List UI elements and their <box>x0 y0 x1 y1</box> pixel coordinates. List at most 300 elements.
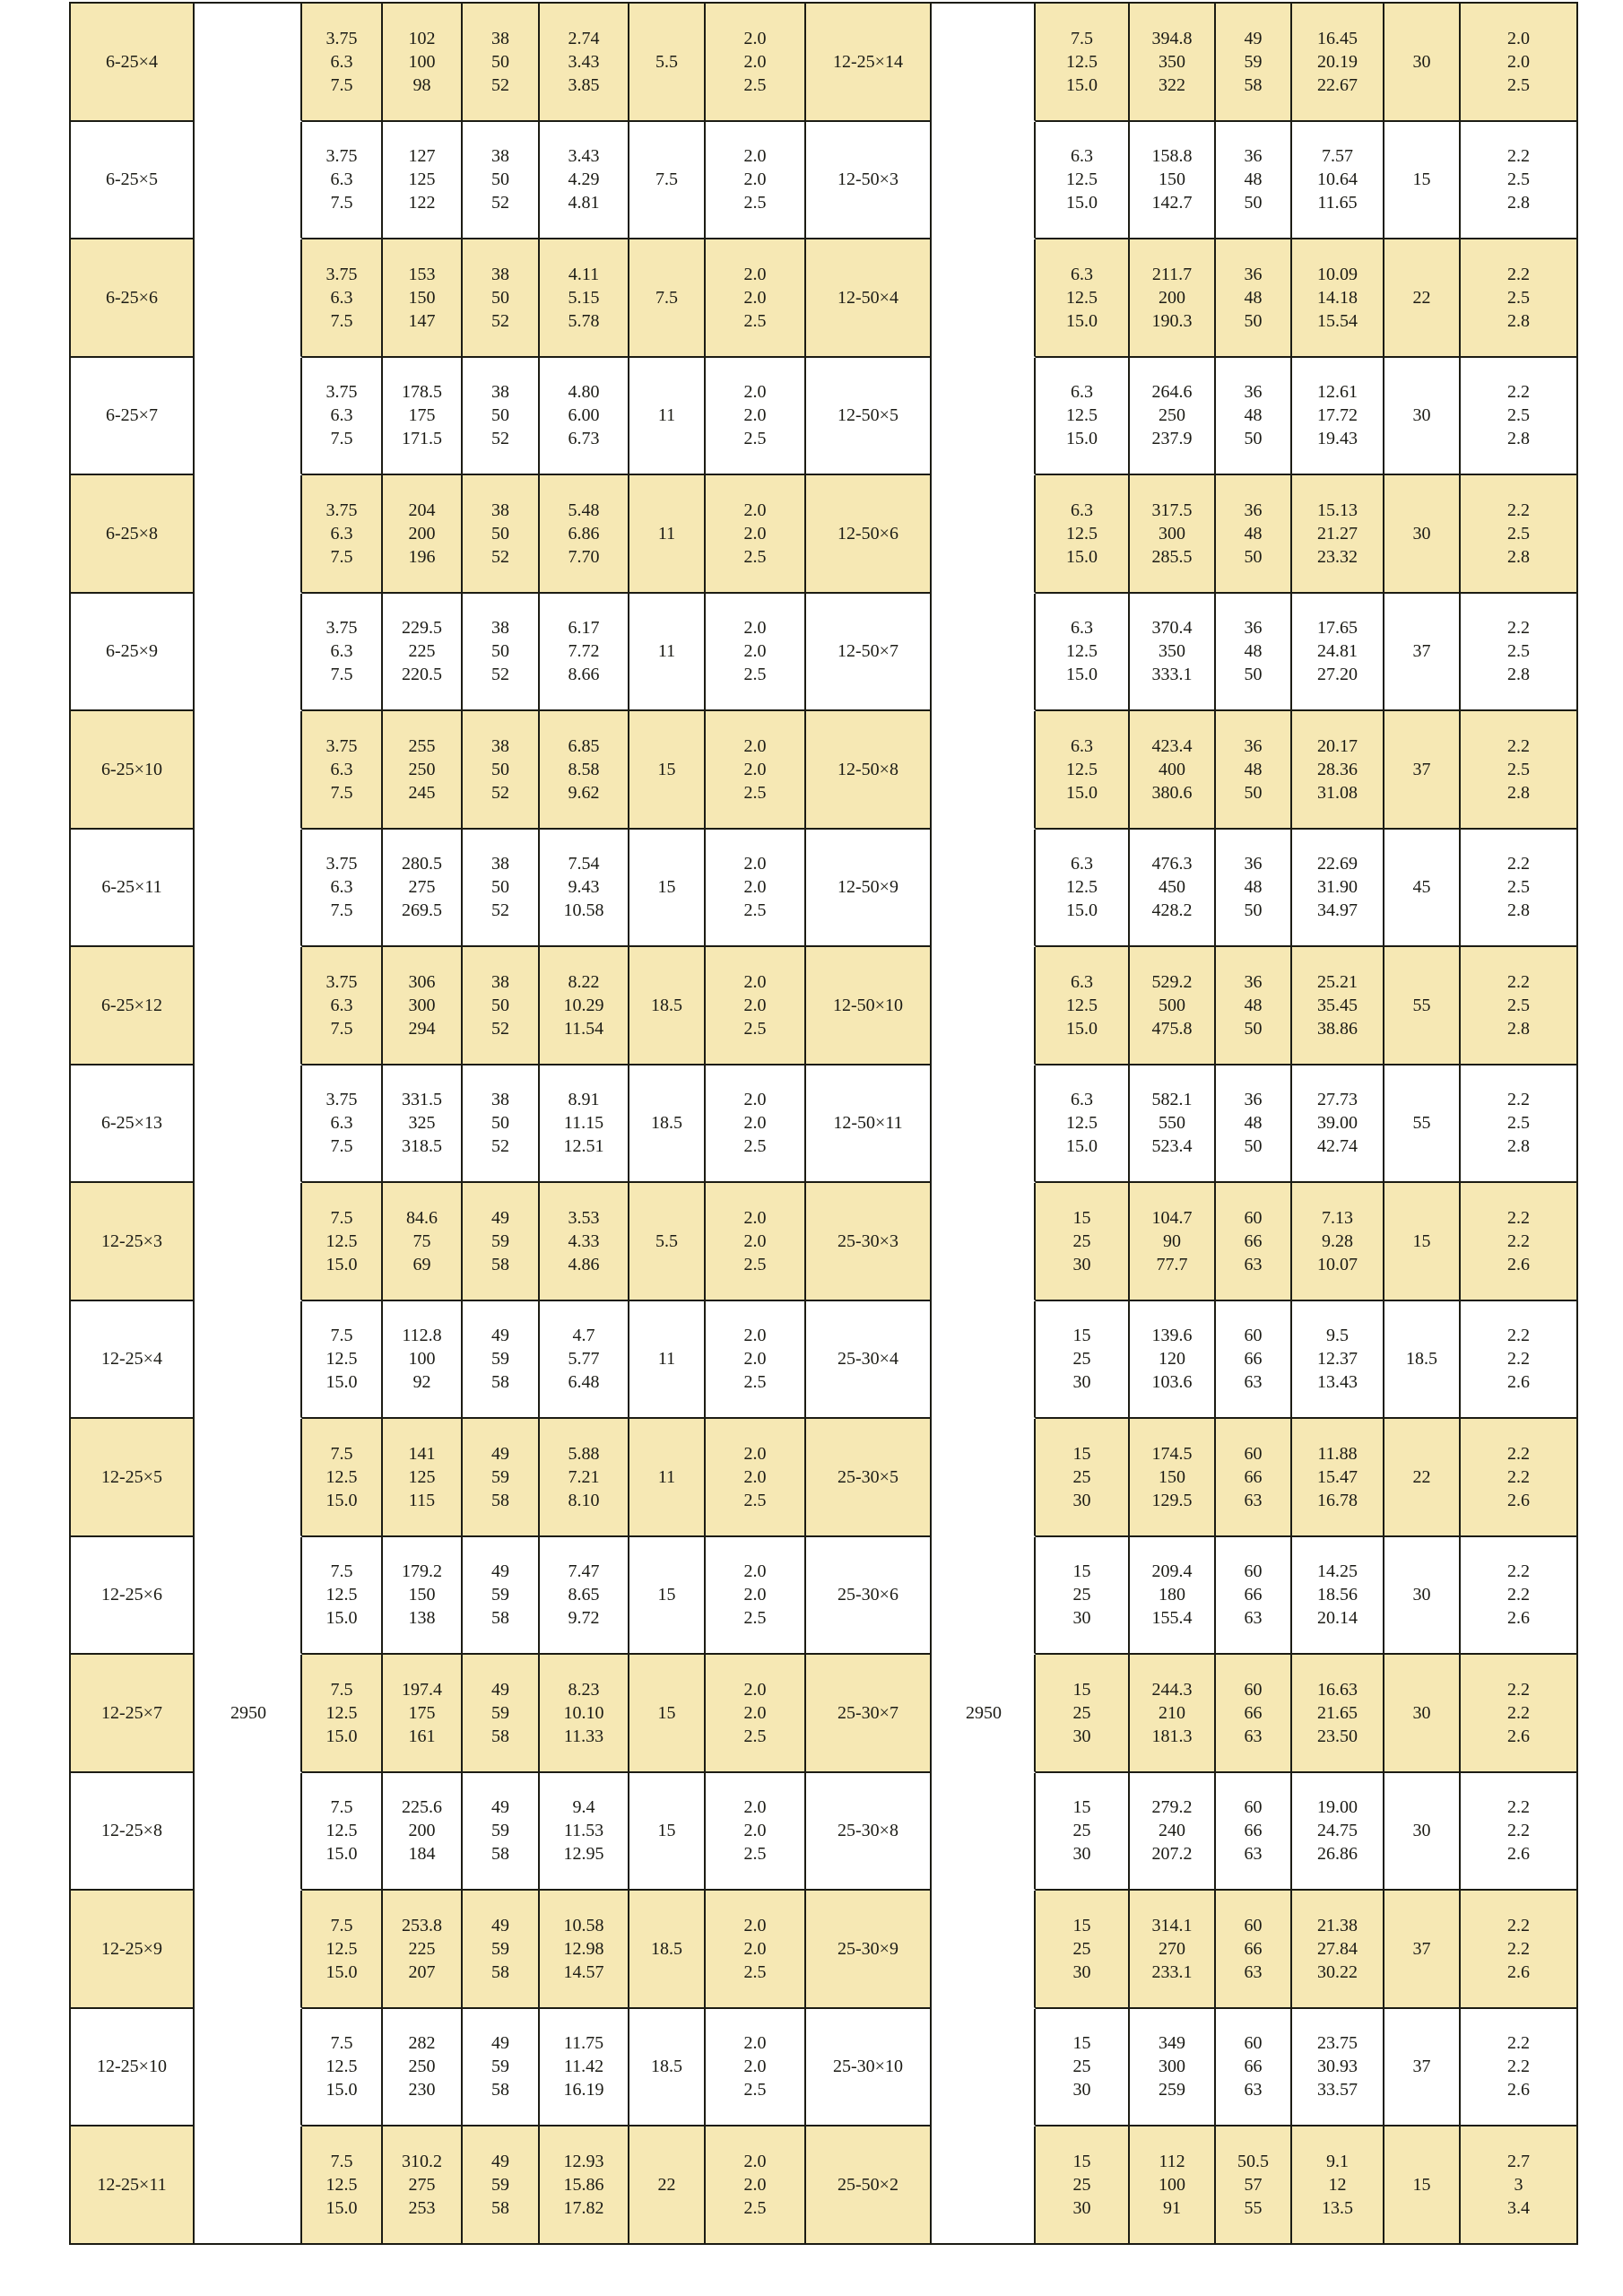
npsh-cell-right: 2.2 2.5 2.8 <box>1461 830 1578 948</box>
motor-power-cell-left: 15 <box>629 1773 706 1892</box>
motor-power-cell-left: 15 <box>629 1537 706 1656</box>
head-cell-left: 306 300 294 <box>383 947 463 1065</box>
efficiency-cell-right: 36 48 50 <box>1216 358 1292 476</box>
flow-cell-left: 3.75 6.3 7.5 <box>302 711 383 830</box>
motor-power-cell-right: 15 <box>1384 1183 1461 1301</box>
speed-strip-left <box>195 1301 302 1420</box>
motor-power-cell-right: 37 <box>1384 594 1461 712</box>
npsh-cell-left: 2.0 2.0 2.5 <box>706 1773 806 1892</box>
power-cell-left: 11.75 11.42 16.19 <box>540 2009 629 2127</box>
efficiency-cell-left: 38 50 52 <box>463 239 540 358</box>
flow-cell-right: 15 25 30 <box>1036 1537 1130 1656</box>
motor-power-cell-left: 11 <box>629 358 706 476</box>
npsh-cell-left: 2.0 2.0 2.5 <box>706 594 806 712</box>
flow-cell-right: 15 25 30 <box>1036 1891 1130 2009</box>
efficiency-cell-right: 36 48 50 <box>1216 475 1292 594</box>
speed-strip-right <box>932 1301 1036 1420</box>
model-cell-right: 25-30×4 <box>806 1301 932 1420</box>
speed-strip-left <box>195 1537 302 1656</box>
speed-strip-left <box>195 4 302 122</box>
flow-cell-right: 15 25 30 <box>1036 1183 1130 1301</box>
model-cell-left: 6-25×9 <box>71 594 195 712</box>
flow-cell-left: 7.5 12.5 15.0 <box>302 1537 383 1656</box>
head-cell-left: 280.5 275 269.5 <box>383 830 463 948</box>
flow-cell-right: 6.3 12.5 15.0 <box>1036 711 1130 830</box>
motor-power-cell-left: 15 <box>629 1655 706 1773</box>
motor-power-cell-right: 30 <box>1384 1773 1461 1892</box>
npsh-cell-left: 2.0 2.0 2.5 <box>706 2009 806 2127</box>
power-cell-left: 4.11 5.15 5.78 <box>540 239 629 358</box>
npsh-cell-right: 2.2 2.2 2.6 <box>1461 2009 1578 2127</box>
model-cell-left: 12-25×5 <box>71 1419 195 1537</box>
head-cell-left: 178.5 175 171.5 <box>383 358 463 476</box>
npsh-cell-left: 2.0 2.0 2.5 <box>706 1537 806 1656</box>
speed-strip-right <box>932 122 1036 240</box>
speed-strip-left <box>195 2126 302 2245</box>
motor-power-cell-left: 7.5 <box>629 239 706 358</box>
power-cell-right: 15.13 21.27 23.32 <box>1292 475 1384 594</box>
speed-strip-right <box>932 358 1036 476</box>
npsh-cell-left: 2.0 2.0 2.5 <box>706 830 806 948</box>
head-cell-left: 102 100 98 <box>383 4 463 122</box>
power-cell-left: 6.85 8.58 9.62 <box>540 711 629 830</box>
head-cell-right: 139.6 120 103.6 <box>1130 1301 1216 1420</box>
head-cell-left: 310.2 275 253 <box>383 2126 463 2245</box>
power-cell-left: 8.23 10.10 11.33 <box>540 1655 629 1773</box>
flow-cell-left: 3.75 6.3 7.5 <box>302 122 383 240</box>
motor-power-cell-left: 15 <box>629 711 706 830</box>
motor-power-cell-right: 30 <box>1384 1655 1461 1773</box>
head-cell-right: 370.4 350 333.1 <box>1130 594 1216 712</box>
power-cell-left: 7.47 8.65 9.72 <box>540 1537 629 1656</box>
flow-cell-right: 15 25 30 <box>1036 2126 1130 2245</box>
table-row <box>71 122 1578 240</box>
npsh-cell-right: 2.2 2.5 2.8 <box>1461 711 1578 830</box>
speed-value-right: 2950 <box>966 1703 1002 1724</box>
motor-power-cell-left: 18.5 <box>629 947 706 1065</box>
power-cell-right: 21.38 27.84 30.22 <box>1292 1891 1384 2009</box>
motor-power-cell-right: 15 <box>1384 2126 1461 2245</box>
speed-strip-left <box>195 1419 302 1537</box>
motor-power-cell-right: 30 <box>1384 475 1461 594</box>
power-cell-right: 7.57 10.64 11.65 <box>1292 122 1384 240</box>
model-cell-left: 12-25×7 <box>71 1655 195 1773</box>
model-cell-right: 25-30×8 <box>806 1773 932 1892</box>
model-cell-left: 6-25×8 <box>71 475 195 594</box>
flow-cell-right: 15 25 30 <box>1036 1419 1130 1537</box>
npsh-cell-right: 2.2 2.5 2.8 <box>1461 594 1578 712</box>
table-row <box>71 475 1578 594</box>
flow-cell-left: 7.5 12.5 15.0 <box>302 1183 383 1301</box>
speed-strip-left <box>195 122 302 240</box>
npsh-cell-right: 2.2 2.2 2.6 <box>1461 1537 1578 1656</box>
npsh-cell-right: 2.2 2.2 2.6 <box>1461 1891 1578 2009</box>
efficiency-cell-right: 60 66 63 <box>1216 1537 1292 1656</box>
speed-strip-right <box>932 4 1036 122</box>
head-cell-right: 104.7 90 77.7 <box>1130 1183 1216 1301</box>
power-cell-left: 6.17 7.72 8.66 <box>540 594 629 712</box>
efficiency-cell-left: 49 59 58 <box>463 1773 540 1892</box>
flow-cell-right: 6.3 12.5 15.0 <box>1036 358 1130 476</box>
model-cell-right: 25-50×2 <box>806 2126 932 2245</box>
motor-power-cell-left: 5.5 <box>629 1183 706 1301</box>
npsh-cell-left: 2.0 2.0 2.5 <box>706 1301 806 1420</box>
power-cell-left: 3.43 4.29 4.81 <box>540 122 629 240</box>
power-cell-right: 12.61 17.72 19.43 <box>1292 358 1384 476</box>
efficiency-cell-left: 38 50 52 <box>463 1065 540 1184</box>
speed-strip-right <box>932 594 1036 712</box>
motor-power-cell-left: 18.5 <box>629 2009 706 2127</box>
power-cell-right: 19.00 24.75 26.86 <box>1292 1773 1384 1892</box>
flow-cell-right: 6.3 12.5 15.0 <box>1036 239 1130 358</box>
efficiency-cell-left: 49 59 58 <box>463 2126 540 2245</box>
motor-power-cell-left: 7.5 <box>629 122 706 240</box>
efficiency-cell-left: 38 50 52 <box>463 947 540 1065</box>
power-cell-right: 22.69 31.90 34.97 <box>1292 830 1384 948</box>
npsh-cell-left: 2.0 2.0 2.5 <box>706 239 806 358</box>
npsh-cell-left: 2.0 2.0 2.5 <box>706 122 806 240</box>
efficiency-cell-left: 49 59 58 <box>463 2009 540 2127</box>
head-cell-left: 84.6 75 69 <box>383 1183 463 1301</box>
model-cell-left: 12-25×8 <box>71 1773 195 1892</box>
model-cell-right: 25-30×5 <box>806 1419 932 1537</box>
efficiency-cell-left: 38 50 52 <box>463 594 540 712</box>
flow-cell-left: 3.75 6.3 7.5 <box>302 830 383 948</box>
npsh-cell-right: 2.2 2.2 2.6 <box>1461 1183 1578 1301</box>
model-cell-left: 6-25×4 <box>71 4 195 122</box>
flow-cell-left: 3.75 6.3 7.5 <box>302 947 383 1065</box>
model-cell-left: 6-25×12 <box>71 947 195 1065</box>
head-cell-right: 423.4 400 380.6 <box>1130 711 1216 830</box>
head-cell-right: 394.8 350 322 <box>1130 4 1216 122</box>
model-cell-right: 12-50×4 <box>806 239 932 358</box>
head-cell-left: 331.5 325 318.5 <box>383 1065 463 1184</box>
head-cell-left: 153 150 147 <box>383 239 463 358</box>
flow-cell-left: 7.5 12.5 15.0 <box>302 1773 383 1892</box>
power-cell-left: 12.93 15.86 17.82 <box>540 2126 629 2245</box>
model-cell-left: 6-25×5 <box>71 122 195 240</box>
speed-strip-right <box>932 1773 1036 1892</box>
head-cell-right: 244.3 210 181.3 <box>1130 1655 1216 1773</box>
flow-cell-left: 7.5 12.5 15.0 <box>302 1419 383 1537</box>
motor-power-cell-right: 37 <box>1384 711 1461 830</box>
power-cell-left: 10.58 12.98 14.57 <box>540 1891 629 2009</box>
motor-power-cell-right: 45 <box>1384 830 1461 948</box>
power-cell-right: 11.88 15.47 16.78 <box>1292 1419 1384 1537</box>
flow-cell-right: 6.3 12.5 15.0 <box>1036 830 1130 948</box>
speed-value-left: 2950 <box>230 1703 266 1724</box>
flow-cell-left: 7.5 12.5 15.0 <box>302 1301 383 1420</box>
efficiency-cell-right: 60 66 63 <box>1216 1301 1292 1420</box>
table-row <box>71 1891 1578 2009</box>
speed-strip-right <box>932 947 1036 1065</box>
flow-cell-right: 6.3 12.5 15.0 <box>1036 947 1130 1065</box>
power-cell-right: 16.63 21.65 23.50 <box>1292 1655 1384 1773</box>
motor-power-cell-right: 22 <box>1384 1419 1461 1537</box>
model-cell-left: 6-25×7 <box>71 358 195 476</box>
npsh-cell-left: 2.0 2.0 2.5 <box>706 2126 806 2245</box>
motor-power-cell-left: 5.5 <box>629 4 706 122</box>
model-cell-left: 6-25×13 <box>71 1065 195 1184</box>
npsh-cell-left: 2.0 2.0 2.5 <box>706 711 806 830</box>
model-cell-left: 12-25×10 <box>71 2009 195 2127</box>
head-cell-left: 253.8 225 207 <box>383 1891 463 2009</box>
motor-power-cell-left: 11 <box>629 594 706 712</box>
power-cell-right: 23.75 30.93 33.57 <box>1292 2009 1384 2127</box>
flow-cell-left: 3.75 6.3 7.5 <box>302 1065 383 1184</box>
efficiency-cell-right: 50.5 57 55 <box>1216 2126 1292 2245</box>
model-cell-right: 25-30×7 <box>806 1655 932 1773</box>
motor-power-cell-right: 55 <box>1384 1065 1461 1184</box>
efficiency-cell-left: 49 59 58 <box>463 1183 540 1301</box>
speed-strip-left <box>195 830 302 948</box>
pump-table-body <box>71 4 1578 2245</box>
speed-strip-right <box>932 239 1036 358</box>
npsh-cell-right: 2.7 3 3.4 <box>1461 2126 1578 2245</box>
head-cell-left: 179.2 150 138 <box>383 1537 463 1656</box>
flow-cell-right: 7.5 12.5 15.0 <box>1036 4 1130 122</box>
head-cell-right: 174.5 150 129.5 <box>1130 1419 1216 1537</box>
efficiency-cell-left: 49 59 58 <box>463 1655 540 1773</box>
npsh-cell-right: 2.2 2.5 2.8 <box>1461 1065 1578 1184</box>
model-cell-left: 12-25×6 <box>71 1537 195 1656</box>
head-cell-left: 229.5 225 220.5 <box>383 594 463 712</box>
power-cell-left: 4.7 5.77 6.48 <box>540 1301 629 1420</box>
model-cell-right: 25-30×3 <box>806 1183 932 1301</box>
motor-power-cell-left: 22 <box>629 2126 706 2245</box>
speed-strip-left <box>195 1773 302 1892</box>
efficiency-cell-right: 60 66 63 <box>1216 1183 1292 1301</box>
speed-strip-right <box>932 2126 1036 2245</box>
efficiency-cell-left: 49 59 58 <box>463 1301 540 1420</box>
model-cell-right: 12-50×10 <box>806 947 932 1065</box>
npsh-cell-right: 2.2 2.5 2.8 <box>1461 947 1578 1065</box>
speed-strip-left <box>195 1655 302 1773</box>
model-cell-left: 12-25×11 <box>71 2126 195 2245</box>
head-cell-left: 225.6 200 184 <box>383 1773 463 1892</box>
table-row <box>71 1773 1578 1892</box>
head-cell-right: 209.4 180 155.4 <box>1130 1537 1216 1656</box>
head-cell-left: 141 125 115 <box>383 1419 463 1537</box>
table-row <box>71 4 1578 122</box>
motor-power-cell-right: 30 <box>1384 4 1461 122</box>
motor-power-cell-right: 55 <box>1384 947 1461 1065</box>
speed-strip-right <box>932 2009 1036 2127</box>
model-cell-right: 25-30×9 <box>806 1891 932 2009</box>
speed-strip-left <box>195 594 302 712</box>
motor-power-cell-left: 11 <box>629 1301 706 1420</box>
power-cell-right: 7.13 9.28 10.07 <box>1292 1183 1384 1301</box>
flow-cell-right: 15 25 30 <box>1036 1301 1130 1420</box>
npsh-cell-left: 2.0 2.0 2.5 <box>706 358 806 476</box>
speed-strip-right <box>932 1537 1036 1656</box>
table-row <box>71 1537 1578 1656</box>
flow-cell-left: 3.75 6.3 7.5 <box>302 239 383 358</box>
head-cell-left: 112.8 100 92 <box>383 1301 463 1420</box>
speed-strip-right <box>932 1655 1036 1773</box>
table-row <box>71 594 1578 712</box>
npsh-cell-left: 2.0 2.0 2.5 <box>706 1183 806 1301</box>
npsh-cell-left: 2.0 2.0 2.5 <box>706 475 806 594</box>
model-cell-left: 12-25×9 <box>71 1891 195 2009</box>
npsh-cell-right: 2.2 2.2 2.6 <box>1461 1301 1578 1420</box>
model-cell-right: 25-30×6 <box>806 1537 932 1656</box>
flow-cell-right: 15 25 30 <box>1036 1655 1130 1773</box>
motor-power-cell-right: 30 <box>1384 358 1461 476</box>
efficiency-cell-right: 36 48 50 <box>1216 1065 1292 1184</box>
model-cell-right: 12-25×14 <box>806 4 932 122</box>
efficiency-cell-left: 38 50 52 <box>463 475 540 594</box>
npsh-cell-left: 2.0 2.0 2.5 <box>706 1655 806 1773</box>
efficiency-cell-right: 60 66 63 <box>1216 1655 1292 1773</box>
efficiency-cell-right: 60 66 63 <box>1216 2009 1292 2127</box>
speed-strip-left <box>195 711 302 830</box>
npsh-cell-right: 2.2 2.5 2.8 <box>1461 122 1578 240</box>
flow-cell-right: 6.3 12.5 15.0 <box>1036 122 1130 240</box>
table-row <box>71 1065 1578 1184</box>
flow-cell-left: 7.5 12.5 15.0 <box>302 2126 383 2245</box>
power-cell-right: 25.21 35.45 38.86 <box>1292 947 1384 1065</box>
efficiency-cell-left: 38 50 52 <box>463 358 540 476</box>
efficiency-cell-right: 36 48 50 <box>1216 711 1292 830</box>
head-cell-right: 476.3 450 428.2 <box>1130 830 1216 948</box>
table-row <box>71 2009 1578 2127</box>
speed-strip-right <box>932 1183 1036 1301</box>
npsh-cell-right: 2.0 2.0 2.5 <box>1461 4 1578 122</box>
speed-strip-right <box>932 475 1036 594</box>
speed-strip-left <box>195 239 302 358</box>
efficiency-cell-right: 60 66 63 <box>1216 1419 1292 1537</box>
flow-cell-left: 3.75 6.3 7.5 <box>302 358 383 476</box>
efficiency-cell-right: 60 66 63 <box>1216 1891 1292 2009</box>
npsh-cell-right: 2.2 2.5 2.8 <box>1461 475 1578 594</box>
npsh-cell-right: 2.2 2.5 2.8 <box>1461 239 1578 358</box>
flow-cell-left: 3.75 6.3 7.5 <box>302 475 383 594</box>
flow-cell-left: 7.5 12.5 15.0 <box>302 2009 383 2127</box>
model-cell-right: 12-50×3 <box>806 122 932 240</box>
table-row <box>71 2126 1578 2245</box>
power-cell-right: 10.09 14.18 15.54 <box>1292 239 1384 358</box>
flow-cell-right: 6.3 12.5 15.0 <box>1036 475 1130 594</box>
table-row <box>71 1655 1578 1773</box>
speed-strip-left <box>195 947 302 1065</box>
efficiency-cell-left: 38 50 52 <box>463 830 540 948</box>
motor-power-cell-left: 11 <box>629 475 706 594</box>
flow-cell-right: 6.3 12.5 15.0 <box>1036 1065 1130 1184</box>
head-cell-left: 282 250 230 <box>383 2009 463 2127</box>
motor-power-cell-left: 15 <box>629 830 706 948</box>
head-cell-right: 314.1 270 233.1 <box>1130 1891 1216 2009</box>
power-cell-left: 7.54 9.43 10.58 <box>540 830 629 948</box>
speed-strip-right <box>932 1065 1036 1184</box>
head-cell-left: 255 250 245 <box>383 711 463 830</box>
head-cell-right: 211.7 200 190.3 <box>1130 239 1216 358</box>
power-cell-left: 3.53 4.33 4.86 <box>540 1183 629 1301</box>
npsh-cell-right: 2.2 2.5 2.8 <box>1461 358 1578 476</box>
power-cell-left: 8.22 10.29 11.54 <box>540 947 629 1065</box>
head-cell-left: 204 200 196 <box>383 475 463 594</box>
head-cell-right: 279.2 240 207.2 <box>1130 1773 1216 1892</box>
flow-cell-right: 15 25 30 <box>1036 2009 1130 2127</box>
head-cell-right: 582.1 550 523.4 <box>1130 1065 1216 1184</box>
model-cell-left: 12-25×3 <box>71 1183 195 1301</box>
speed-strip-right <box>932 1419 1036 1537</box>
head-cell-right: 349 300 259 <box>1130 2009 1216 2127</box>
npsh-cell-left: 2.0 2.0 2.5 <box>706 1891 806 2009</box>
motor-power-cell-left: 18.5 <box>629 1065 706 1184</box>
power-cell-right: 14.25 18.56 20.14 <box>1292 1537 1384 1656</box>
power-cell-right: 16.45 20.19 22.67 <box>1292 4 1384 122</box>
npsh-cell-left: 2.0 2.0 2.5 <box>706 4 806 122</box>
efficiency-cell-right: 36 48 50 <box>1216 594 1292 712</box>
head-cell-right: 158.8 150 142.7 <box>1130 122 1216 240</box>
head-cell-right: 264.6 250 237.9 <box>1130 358 1216 476</box>
efficiency-cell-right: 60 66 63 <box>1216 1773 1292 1892</box>
power-cell-left: 8.91 11.15 12.51 <box>540 1065 629 1184</box>
speed-strip-right <box>932 711 1036 830</box>
efficiency-cell-right: 36 48 50 <box>1216 947 1292 1065</box>
power-cell-left: 9.4 11.53 12.95 <box>540 1773 629 1892</box>
speed-strip-left <box>195 358 302 476</box>
efficiency-cell-left: 38 50 52 <box>463 122 540 240</box>
flow-cell-left: 7.5 12.5 15.0 <box>302 1891 383 2009</box>
model-cell-right: 12-50×7 <box>806 594 932 712</box>
power-cell-left: 2.74 3.43 3.85 <box>540 4 629 122</box>
efficiency-cell-right: 49 59 58 <box>1216 4 1292 122</box>
speed-strip-right <box>932 830 1036 948</box>
npsh-cell-left: 2.0 2.0 2.5 <box>706 1419 806 1537</box>
table-row <box>71 830 1578 948</box>
motor-power-cell-left: 18.5 <box>629 1891 706 2009</box>
power-cell-right: 9.5 12.37 13.43 <box>1292 1301 1384 1420</box>
model-cell-right: 25-30×10 <box>806 2009 932 2127</box>
table-row <box>71 1183 1578 1301</box>
power-cell-right: 17.65 24.81 27.20 <box>1292 594 1384 712</box>
table-row <box>71 1419 1578 1537</box>
table-row <box>71 358 1578 476</box>
table-row <box>71 239 1578 358</box>
table-row <box>71 711 1578 830</box>
efficiency-cell-left: 49 59 58 <box>463 1419 540 1537</box>
head-cell-right: 529.2 500 475.8 <box>1130 947 1216 1065</box>
flow-cell-right: 6.3 12.5 15.0 <box>1036 594 1130 712</box>
efficiency-cell-right: 36 48 50 <box>1216 122 1292 240</box>
power-cell-right: 20.17 28.36 31.08 <box>1292 711 1384 830</box>
npsh-cell-right: 2.2 2.2 2.6 <box>1461 1773 1578 1892</box>
flow-cell-left: 7.5 12.5 15.0 <box>302 1655 383 1773</box>
head-cell-left: 127 125 122 <box>383 122 463 240</box>
motor-power-cell-right: 15 <box>1384 122 1461 240</box>
efficiency-cell-left: 49 59 58 <box>463 1537 540 1656</box>
efficiency-cell-right: 36 48 50 <box>1216 830 1292 948</box>
table-row <box>71 947 1578 1065</box>
npsh-cell-left: 2.0 2.0 2.5 <box>706 1065 806 1184</box>
model-cell-left: 6-25×10 <box>71 711 195 830</box>
head-cell-left: 197.4 175 161 <box>383 1655 463 1773</box>
model-cell-right: 12-50×6 <box>806 475 932 594</box>
head-cell-right: 112 100 91 <box>1130 2126 1216 2245</box>
model-cell-right: 12-50×11 <box>806 1065 932 1184</box>
motor-power-cell-left: 11 <box>629 1419 706 1537</box>
model-cell-right: 12-50×8 <box>806 711 932 830</box>
flow-cell-left: 3.75 6.3 7.5 <box>302 594 383 712</box>
efficiency-cell-right: 36 48 50 <box>1216 239 1292 358</box>
efficiency-cell-left: 38 50 52 <box>463 4 540 122</box>
npsh-cell-right: 2.2 2.2 2.6 <box>1461 1419 1578 1537</box>
power-cell-left: 5.88 7.21 8.10 <box>540 1419 629 1537</box>
motor-power-cell-right: 22 <box>1384 239 1461 358</box>
table-row <box>71 1301 1578 1420</box>
